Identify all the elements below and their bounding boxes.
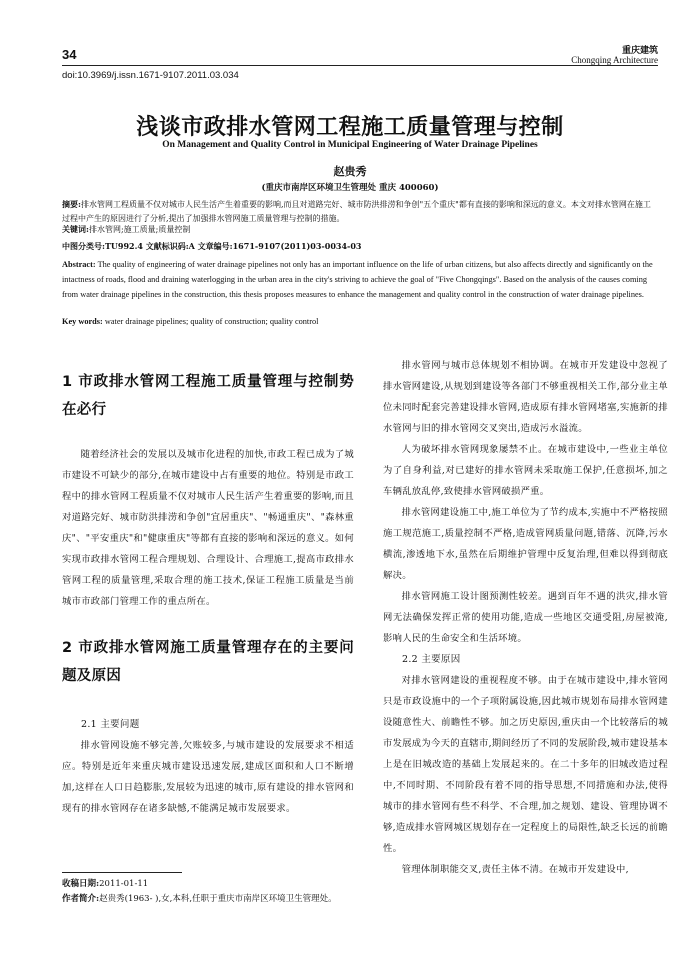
subsection-2-1-paragraph: 排水管网设施不够完善,欠账较多,与城市建设的发展要求不相适应。特别是近年来重庆城市建设迅速发展,建成区面积和人口不断增加,这样在人口日趋膨胀,发展较为迅速的城市,原有建设的排水管网和现有的排水管网存在诸多缺憾,不能满足城市发展要求。	[62, 740, 354, 814]
author-name: 赵贵秀	[333, 165, 367, 178]
header-rule	[62, 65, 658, 66]
author-affiliation: (重庆市南岸区环境卫生管理处 重庆 400060)	[261, 183, 439, 193]
section-2-heading: 2 市政排水管网施工质量管理存在的主要问题及原因	[62, 640, 354, 684]
footnote	[62, 877, 354, 907]
subsection-2-1-heading: 2.1 主要问题	[81, 719, 140, 730]
received-label: 收稿日期:	[62, 879, 100, 889]
right-paragraph-6: 管理体制职能交叉,责任主体不清。在城市开发建设中,	[401, 864, 629, 875]
right-paragraph-4: 排水管网施工设计图预测性较差。遇到百年不遇的洪灾,排水管网无法确保发挥正常的使用功能,造成一些地区交通受阻,房屋被淹,影响人民的生命安全和生活环境。	[383, 591, 668, 644]
abstract-cn-label: 摘要:	[62, 199, 81, 209]
received-value: 2011-01-11	[99, 879, 149, 889]
keywords-en-label: Key words:	[62, 317, 103, 326]
abstract-cn-text: 排水管网工程质量不仅对城市人民生活产生着重要的影响,而且对道路完好、城市防洪排涝和争创"五个重庆"都有直接的影响和深远的意义。本文对排水管网在施工过程中产生的原因进行了分析,提出了加强排水管网施工质量管理与控制的措施。	[62, 200, 651, 223]
doi: doi:10.3969/j.issn.1671-9107.2011.03.034	[62, 70, 239, 81]
keywords-cn-label: 关键词:	[62, 224, 89, 234]
classification-line: 中图分类号:TU992.4 文献标识码:A 文章编号:1671-9107(2011)03-0034-03	[62, 241, 362, 251]
subsection-2-2-heading: 2.2 主要原因	[402, 654, 461, 665]
author-bio-text: 赵贵秀(1963- ),女,本科,任职于重庆市南岸区环境卫生管理处。	[99, 894, 337, 904]
abstract-en-label: Abstract:	[62, 260, 96, 269]
author-bio	[62, 892, 354, 907]
right-paragraph-3: 排水管网建设施工中,施工单位为了节约成本,实施中不严格按照施工规范施工,质量控制不严格,造成管网质量问题,错落、沉降,污水横流,渗透地下水,虽然在后期维护管理中反复治理,但难以得到彻底解决。	[383, 507, 668, 581]
footnote-rule	[62, 872, 182, 873]
page-number: 34	[62, 47, 77, 62]
page-title: 浅谈市政排水管网工程施工质量管理与控制	[136, 114, 564, 140]
keywords-cn-text: 排水管网;施工质量;质量控制	[88, 225, 191, 234]
keywords-en-text: water drainage pipelines; quality of construction; quality control	[104, 317, 319, 326]
english-title: On Management and Quality Control in Municipal Engineering of Water Drainage Pipelines	[162, 140, 538, 150]
keywords-cn	[62, 224, 658, 235]
right-paragraph-2: 人为破坏排水管网现象屡禁不止。在城市建设中,一些业主单位为了自身利益,对已建好的排水管网未采取施工保护,任意损坏,加之车辆乱放乱停,致使排水管网破损严重。	[383, 444, 668, 497]
right-paragraph-1: 排水管网与城市总体规划不相协调。在城市开发建设中忽视了排水管网建设,从规划到建设等各部门不够重视相关工作,部分业主单位未同时配套完善建设排水管网,造成原有排水管网堵塞,实施新的排水管网与旧的排水管网交叉突出,造成污水溢流。	[383, 360, 668, 434]
abstract-en	[62, 257, 658, 303]
left-column	[62, 368, 354, 819]
journal-name-en: Chongqing Architecture	[571, 55, 658, 65]
right-column	[383, 355, 668, 880]
journal-name-cn: 重庆建筑	[621, 46, 658, 56]
right-paragraph-5: 对排水管网建设的重视程度不够。由于在城市建设中,排水管网只是市政设施中的一个子项附属设施,因此城市规划布局排水管网建设随意性大、前瞻性不够。加之历史原因,重庆由一个比较落后的城市发展成为今天的直辖市,期间经历了不同的发展阶段,城市建设基本上是在旧城改造的基础上发展起来的。在二十多年的旧城改造过程中,不同时期、不同阶段有着不同的指导思想,不同措施和办法,使得城市的排水管网有些不科学、不合理,加之规划、建设、管理协调不够,造成排水管网城区规划存在一定程度上的局限性,缺乏长远的前瞻性。	[383, 675, 668, 854]
keywords-en	[62, 317, 658, 326]
received-date	[62, 877, 354, 892]
section-1-paragraph: 随着经济社会的发展以及城市化进程的加快,市政工程已成为了城市建设不可缺少的部分,在城市建设中占有重要的地位。特别是市政工程中的排水管网工程质量不仅对城市人民生活产生着重要的影响,而且对道路完好、城市防洪排涝和争创"宜居重庆"、"畅通重庆"、"森林重庆"、"平安重庆"和"健康重庆"等都有直接的影响和深远的意义。如何实现市政排水管网工程合理规划、合理设计、合理施工,提高市政排水管网工程的质量管理,采取合理的施工技术,保证工程施工质量是当前城市市政部门管理工作的重点所在。	[62, 449, 354, 607]
abstract-en-text: The quality of engineering of water drainage pipelines not only has an important influence on the life of urban citizens, but also affects directly and significantly on the intactness of roads, flood and draining waterlogging in the urban area in the city's striving to achieve the goal of "Five Chongqings". Based on the analysis of the causes coming from water drainage pipelines in the construction, this thesis proposes measures to enhance the management and quality control in the construction of water drainage pipelines.	[62, 260, 653, 300]
section-1-heading: 1 市政排水管网工程施工质量管理与控制势在必行	[62, 374, 354, 418]
author-bio-label: 作者简介:	[62, 894, 100, 904]
abstract-cn	[62, 197, 658, 226]
